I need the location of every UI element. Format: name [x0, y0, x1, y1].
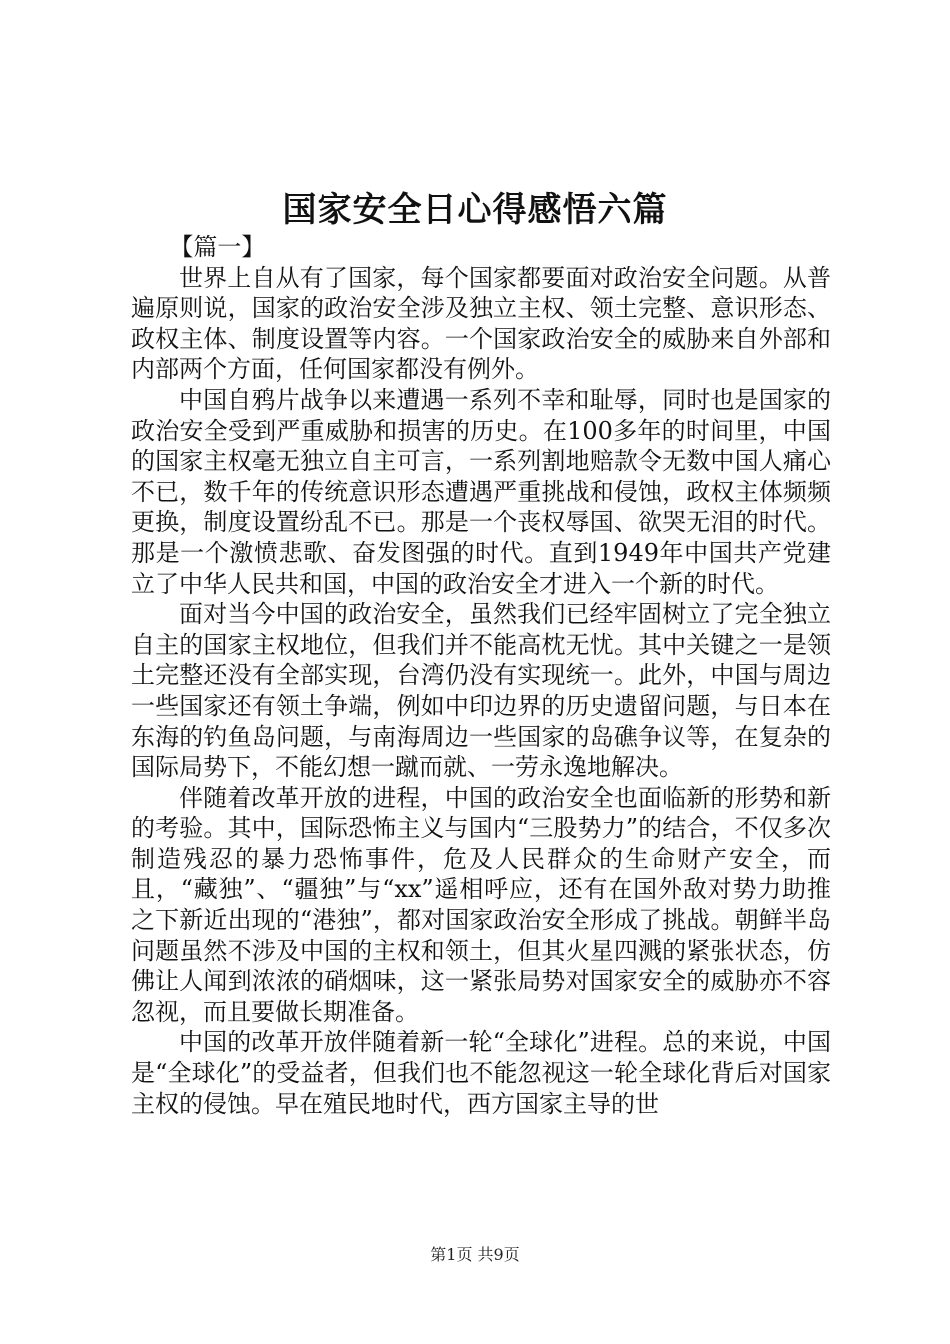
- document-body: [131, 232, 831, 1119]
- paragraph-4: 伴随着改革开放的进程，中国的政治安全也面临新的形势和新的考验。其中，国际恐怖主义与国内“三股势力”的结合，不仅多次制造残忍的暴力恐怖事件，危及人民群众的生命财产安全，而且，“藏独”、“疆独”与“xx”遥相呼应，还有在国外敌对势力助推之下新近出现的“港独”，都对国家政治安全形成了挑战。朝鲜半岛问题虽然不涉及中国的主权和领土，但其火星四溅的紧张状态，仿佛让人闻到浓浓的硝烟味，这一紧张局势对国家安全的威胁亦不容忽视，而且要做长期准备。: [131, 783, 831, 1026]
- paragraph-2: 中国自鸦片战争以来遭遇一系列不幸和耻辱，同时也是国家的政治安全受到严重威胁和损害的历史。在100多年的时间里，中国的国家主权毫无独立自主可言，一系列割地赔款令无数中国人痛心不已，数千年的传统意识形态遭遇严重挑战和侵蚀，政权主体频频更换，制度设置纷乱不已。那是一个丧权辱国、欲哭无泪的时代。那是一个激愤悲歌、奋发图强的时代。直到1949年中国共产党建立了中华人民共和国，中国的政治安全才进入一个新的时代。: [131, 385, 831, 598]
- paragraph-1: 世界上自从有了国家，每个国家都要面对政治安全问题。从普遍原则说，国家的政治安全涉及独立主权、领土完整、意识形态、政权主体、制度设置等内容。一个国家政治安全的威胁来自外部和内部两个方面，任何国家都没有例外。: [131, 263, 831, 384]
- document-title: 国家安全日心得感悟六篇: [282, 190, 668, 230]
- page-footer: 第1页 共9页: [430, 1245, 520, 1264]
- paragraph-5: 中国的改革开放伴随着新一轮“全球化”进程。总的来说，中国是“全球化”的受益者，但我们也不能忽视这一轮全球化背后对国家主权的侵蚀。早在殖民地时代，西方国家主导的世: [131, 1028, 831, 1118]
- section-label: 【篇一】: [169, 233, 266, 261]
- paragraph-3: 面对当今中国的政治安全，虽然我们已经牢固树立了完全独立自主的国家主权地位，但我们并不能高枕无忧。其中关键之一是领土完整还没有全部实现，台湾仍没有实现统一。此外，中国与周边一些国家还有领土争端，例如中印边界的历史遗留问题，与日本在东海的钓鱼岛问题，与南海周边一些国家的岛礁争议等，在复杂的国际局势下，不能幻想一蹴而就、一劳永逸地解决。: [131, 600, 831, 782]
